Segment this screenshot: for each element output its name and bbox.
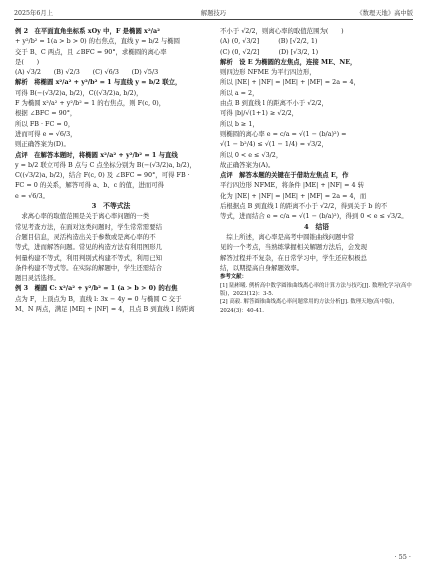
text-line: 解析 设 E 为椭圆的左焦点，连接 ME、NE，: [220, 57, 357, 66]
text-line: 题目灵活选择。: [15, 274, 60, 283]
section-heading: 3 不等式法: [91, 202, 131, 211]
text-line: 结，以期提高自身解题效率。: [220, 263, 304, 272]
text-line: 等式，进而结合 e = c/a = √(1 − (b/a)²)，得到 0 < e ≤ √3/2。: [220, 212, 408, 221]
text-line: (A) (0, √3/2] (B) [√2/2, 1): [220, 37, 318, 46]
text-line: 例 2 在平面直角坐标系 xOy 中，F 是椭圆 x²/a²: [15, 27, 160, 35]
text-line: 是( ): [15, 57, 40, 66]
left-column: [15, 26, 207, 314]
right-column: [220, 26, 413, 315]
text-line: 等式，进而解答问题。常见的构造方法有利用图形几: [15, 243, 162, 252]
text-line: 则四边形 NFME 为平行四边形，: [220, 68, 316, 77]
text-line: 合题目信息，灵活构造出关于参数或是离心率的不: [15, 232, 156, 241]
right-column-body: [220, 26, 413, 273]
header-column-title: 解题技巧: [200, 10, 227, 17]
text-line: 解析 将椭圆 x²/a² + y²/b² = 1 与直线 y = b/2 联立，: [15, 78, 182, 87]
text-line: 可得 |b|/√(1+1) ≥ √2/2，: [220, 109, 299, 118]
text-line: 则正确答案为(D)。: [15, 140, 70, 149]
text-line: 则椭圆的离心率 e = c/a = √(1 − (b/a)²) =: [220, 129, 347, 138]
text-line: 点为 F，上顶点为 B，直线 l: 3x − 4y = 0 与椭圆 C 交于: [15, 294, 182, 303]
text-line: 所以 0 < e ≤ √3/2，: [220, 150, 283, 159]
text-line: 何量构建不等式，利用判别式构建不等式，利用已知: [15, 253, 162, 262]
text-line: 不小于 √2/2，则离心率的取值范围为( ): [220, 27, 344, 35]
text-line: C((√3/2)a, b/2)，结合 F(c, 0) 及 ∠BFC = 90°，可得 FB ·: [15, 171, 190, 180]
page-number: · 55 ·: [394, 553, 411, 561]
text-line: FC = 0 的关系，解答可得 a、b、c 的值，进而可得: [15, 181, 165, 190]
text-line: (A) √3/2 (B) √2/3 (C) √6/3 (D) √5/3: [15, 68, 159, 77]
text-line: 解答过程并不复杂，在日常学习中，学生还应积极总: [220, 253, 367, 262]
header-rule: [14, 19, 413, 20]
text-line: 所以 b ≥ 1，: [220, 119, 259, 128]
text-line: 求离心率的取值范围是关于离心率问题的一类: [15, 212, 150, 221]
header-journal: 《数理天地》高中版: [356, 10, 413, 17]
text-line: 例 3 椭圆 C: x²/a² + y²/b² = 1 (a > b > 0) 的右焦: [15, 284, 178, 293]
text-line: 见的一个考点，当熟练掌握相关解题方法后，会发现: [220, 243, 367, 252]
header-issue: 2025年6月上: [14, 10, 53, 17]
section-heading: 4 结语: [303, 222, 330, 231]
running-header: [14, 6, 413, 18]
text-line: 所以 |NE| + |NF| = |ME| + |MF| = 2a = 4，: [220, 78, 360, 87]
text-line: 综上所述，离心率是高考中圆锥曲线问题中常: [220, 232, 355, 241]
text-line: 可得 B(−(√3/2)a, b/2)，C((√3/2)a, b/2)，: [15, 88, 143, 97]
text-line: 交于 B、C 两点，且 ∠BFC = 90°，求椭圆的离心率: [15, 47, 167, 56]
references-title: 参考文献：: [220, 274, 247, 281]
text-line: √(1 − b²/4) ≤ √(1 − 1/4) = √3/2，: [220, 140, 328, 149]
text-line: 点评 在解答本题时，将椭圆 x²/a² + y²/b² = 1 与直线: [15, 150, 178, 159]
text-line: 后根据点 B 到直线 l 的距离不小于 √2/2，得到关于 b 的不: [220, 202, 388, 211]
text-line: + y²/b² = 1(a > b > 0) 的右焦点，直线 y = b/2 与椭圆: [15, 37, 180, 46]
text-line: 条件构建不等式等。在实际的解题中，学生还需结合: [15, 263, 162, 272]
reference-item: [1] 陆彬曦. 例析高中数学圆锥曲线离心率的计算方法与技巧[J]. 数理化学习(高中版)，2023(12)：3-5.: [220, 282, 412, 297]
text-line: 由点 B 到直线 l 的距离不小于 √2/2，: [220, 99, 328, 108]
references: [220, 273, 413, 315]
text-line: 进而可得 e = √6/3，: [15, 129, 77, 138]
text-line: M、N 两点，满足 |ME| + |NF| = 4，且点 B 到直线 l 的距离: [15, 305, 195, 314]
text-line: F 为椭圆 x²/a² + y²/b² = 1 的右焦点，则 F(c, 0)，: [15, 99, 166, 108]
text-line: 根据 ∠BFC = 90°，: [15, 109, 77, 118]
text-line: e = √6/3。: [15, 191, 49, 200]
text-line: 常见考查方法，在面对这类问题时，学生常常需要结: [15, 222, 162, 231]
text-line: 点评 解答本题的关键在于借助左焦点 E，作: [220, 171, 349, 180]
text-line: (C) (0, √2/2] (D) [√3/2, 1): [220, 47, 319, 56]
text-line: 所以 a = 2，: [220, 88, 259, 97]
text-line: 故正确答案为(A)。: [220, 160, 275, 169]
text-line: 化为 |NE| + |NF| = |ME| + |MF| = 2a = 4，而: [220, 191, 367, 200]
text-line: y = b/2 联立可得 B 点与 C 点坐标分别为 B(−(√3/2)a, b/2)，: [15, 160, 196, 169]
text-line: 平行四边形 NFME，将条件 |ME| + |NF| = 4 转: [220, 181, 364, 190]
reference-item: [2] 高毅. 解答圆锥曲线离心率问题常用的方法分析[J]. 数理天地(高中版)，2024(3)：40-41.: [220, 299, 398, 314]
text-line: 所以 FB · FC = 0，: [15, 119, 75, 128]
